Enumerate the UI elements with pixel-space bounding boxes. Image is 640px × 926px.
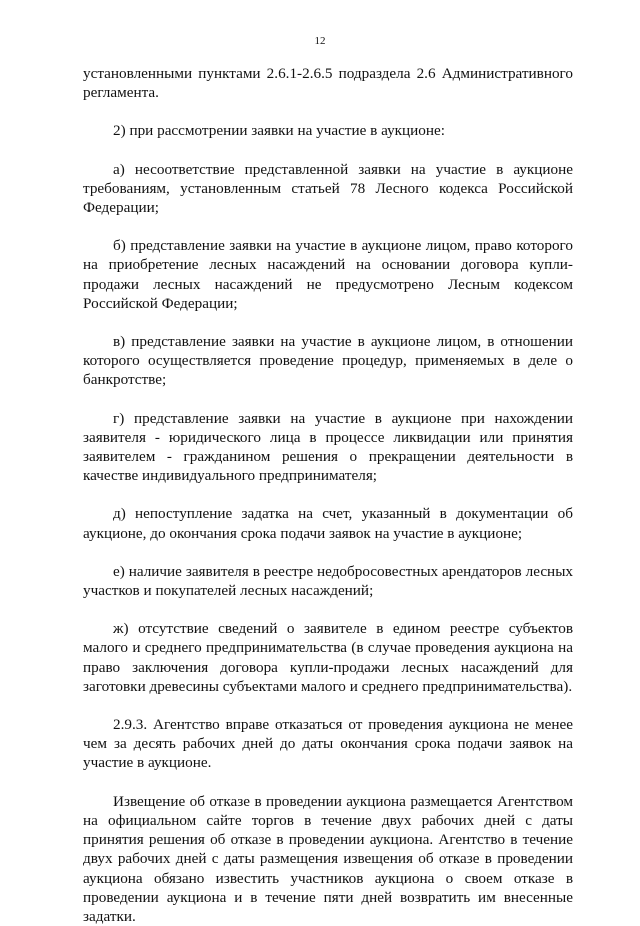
paragraph-item-d: д) непоступление задатка на счет, указанный в документации об аукционе, до окончания срока подачи заявок на участие в аукционе; — [83, 505, 573, 542]
paragraph-item-g: г) представление заявки на участие в аукционе при нахождении заявителя - юридического лица в процессе ликвидации или принятия заявителем - гражданином решения о прекращении деятельности в качестве индивидуального предпринимателя; — [83, 409, 573, 485]
paragraph-notice: Извещение об отказе в проведении аукциона размещается Агентством на официальном сайте торгов в течение двух рабочих дней с даты принятия решения об отказе в проведении аукциона. Агентство в течение двух рабочих дней с даты размещения извещения об отказе в проведении аукциона обязано известить участников аукциона о своем отказе в проведении аукциона и в течение пяти дней возвратить им внесенные задатки. — [83, 792, 573, 925]
paragraph-item-a: а) несоответствие представленной заявки на участие в аукционе требованиям, установленным статьей 78 Лесного кодекса Российской Федерации; — [83, 160, 573, 217]
paragraph-item-v: в) представление заявки на участие в аукционе лицом, в отношении которого осуществляется проведение процедур, применяемых в деле о банкротстве; — [83, 333, 573, 389]
paragraph-continuation: установленными пунктами 2.6.1-2.6.5 подраздела 2.6 Административного регламента. — [83, 65, 573, 102]
document-body — [83, 64, 573, 926]
paragraph-item-zh: ж) отсутствие сведений о заявителе в едином реестре субъектов малого и среднего предпринимательства (в случае проведения аукциона на право заключения договора купли-продажи лесных насаждений для заготовки древесины субъектами малого и среднего предпринимательства). — [83, 620, 573, 695]
paragraph-2-9-3: 2.9.3. Агентство вправе отказаться от проведения аукциона не менее чем за десять рабочих дней до даты окончания срока подачи заявок на участие в аукционе. — [83, 716, 573, 772]
paragraph-item-2: 2) при рассмотрении заявки на участие в аукционе: — [113, 122, 445, 140]
paragraph-item-b: б) представление заявки на участие в аукционе лицом, право которого на приобретение лесных насаждений на основании договора купли-продажи лесных насаждений не предусмотрено Лесным кодексом Российской Федерации; — [83, 237, 573, 312]
paragraph-item-e: е) наличие заявителя в реестре недобросовестных арендаторов лесных участков и покупателей лесных насаждений; — [83, 562, 573, 600]
page-number: 12 — [314, 35, 326, 47]
